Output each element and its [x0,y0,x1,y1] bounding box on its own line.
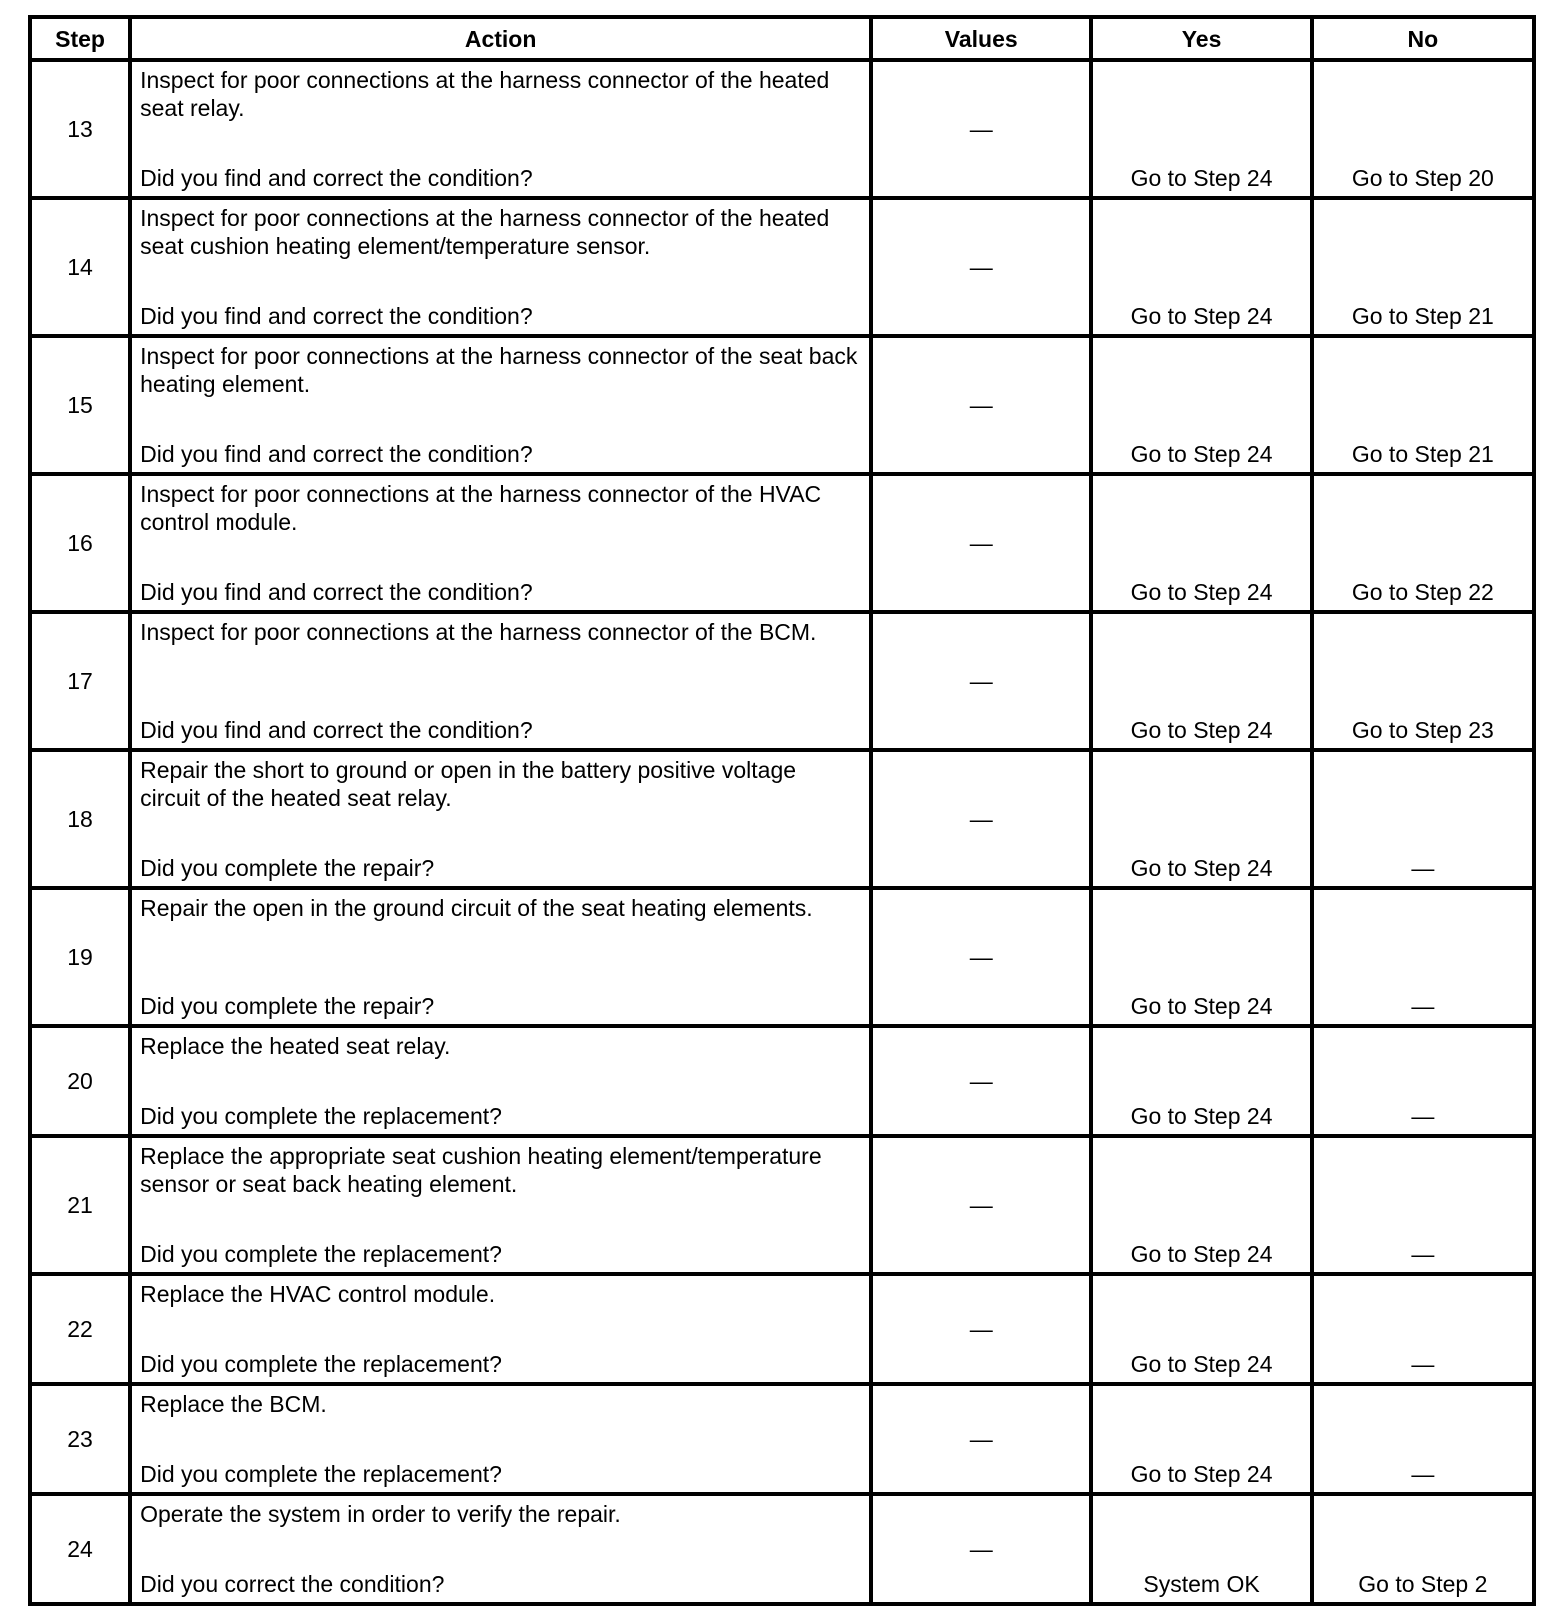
no-cell: Go to Step 20 [1312,60,1534,198]
no-cell: Go to Step 21 [1312,336,1534,474]
no-cell: Go to Step 21 [1312,198,1534,336]
step-number: 21 [30,1136,130,1274]
table-row [30,336,1534,474]
values-cell: — [871,1274,1091,1384]
yes-cell: Go to Step 24 [1091,198,1311,336]
values-cell: — [871,750,1091,888]
yes-cell: Go to Step 24 [1091,1026,1311,1136]
table-row [30,1494,1534,1604]
no-cell: Go to Step 2 [1312,1494,1534,1604]
action-text: Replace the heated seat relay. [140,1033,451,1059]
table-row [30,198,1534,336]
values-cell: — [871,612,1091,750]
step-number: 20 [30,1026,130,1136]
table-row [30,1136,1534,1274]
action-cell [130,750,871,888]
step-number: 24 [30,1494,130,1604]
action-cell [130,1274,871,1384]
action-cell [130,1026,871,1136]
action-question: Did you complete the repair? [140,855,435,881]
action-question: Did you complete the repair? [140,993,435,1019]
no-cell: — [1312,1274,1534,1384]
step-number: 23 [30,1384,130,1494]
step-number: 15 [30,336,130,474]
action-cell [130,888,871,1026]
action-question: Did you find and correct the condition? [140,717,533,743]
action-cell [130,1384,871,1494]
action-text: Replace the appropriate seat cushion heating element/temperature sensor or seat back heating element. [140,1143,822,1197]
values-cell: — [871,888,1091,1026]
step-number: 13 [30,60,130,198]
header-yes: Yes [1091,17,1311,60]
diagnostic-table [28,15,1536,1606]
table-row [30,750,1534,888]
values-cell: — [871,1026,1091,1136]
action-question: Did you complete the replacement? [140,1461,502,1487]
values-cell: — [871,1384,1091,1494]
header-row [30,17,1534,60]
action-question: Did you complete the replacement? [140,1103,502,1129]
step-number: 14 [30,198,130,336]
action-question: Did you find and correct the condition? [140,303,533,329]
table-row [30,1026,1534,1136]
action-cell [130,198,871,336]
action-cell [130,336,871,474]
action-text: Inspect for poor connections at the harness connector of the heated seat cushion heating element/temperature sensor. [140,205,830,259]
no-cell: — [1312,1136,1534,1274]
no-cell: Go to Step 23 [1312,612,1534,750]
action-text: Replace the BCM. [140,1391,327,1417]
no-cell: — [1312,1026,1534,1136]
no-cell: — [1312,750,1534,888]
yes-cell: Go to Step 24 [1091,336,1311,474]
action-cell [130,60,871,198]
values-cell: — [871,198,1091,336]
values-cell: — [871,336,1091,474]
yes-cell: Go to Step 24 [1091,474,1311,612]
table-row [30,60,1534,198]
header-values: Values [871,17,1091,60]
yes-cell: Go to Step 24 [1091,1136,1311,1274]
action-question: Did you find and correct the condition? [140,441,533,467]
yes-cell: Go to Step 24 [1091,1274,1311,1384]
no-cell: — [1312,1384,1534,1494]
action-text: Inspect for poor connections at the harness connector of the HVAC control module. [140,481,822,535]
no-cell: Go to Step 22 [1312,474,1534,612]
action-text: Operate the system in order to verify the repair. [140,1501,621,1527]
action-text: Repair the short to ground or open in the battery positive voltage circuit of the heated seat relay. [140,757,797,811]
header-no: No [1312,17,1534,60]
values-cell: — [871,60,1091,198]
table-row [30,474,1534,612]
action-text: Inspect for poor connections at the harness connector of the heated seat relay. [140,67,830,121]
action-question: Did you correct the condition? [140,1571,445,1597]
step-number: 19 [30,888,130,1026]
action-cell [130,1136,871,1274]
action-question: Did you find and correct the condition? [140,165,533,191]
yes-cell: Go to Step 24 [1091,60,1311,198]
step-number: 22 [30,1274,130,1384]
action-text: Inspect for poor connections at the harness connector of the seat back heating element. [140,343,858,397]
table-row [30,888,1534,1026]
action-cell [130,1494,871,1604]
action-text: Repair the open in the ground circuit of the seat heating elements. [140,895,813,921]
table-row [30,612,1534,750]
header-action: Action [130,17,871,60]
yes-cell: Go to Step 24 [1091,1384,1311,1494]
action-question: Did you complete the replacement? [140,1351,502,1377]
table-row [30,1274,1534,1384]
step-number: 17 [30,612,130,750]
step-number: 18 [30,750,130,888]
no-cell: — [1312,888,1534,1026]
step-number: 16 [30,474,130,612]
values-cell: — [871,1494,1091,1604]
action-question: Did you find and correct the condition? [140,579,533,605]
yes-cell: Go to Step 24 [1091,612,1311,750]
action-question: Did you complete the replacement? [140,1241,502,1267]
action-text: Replace the HVAC control module. [140,1281,496,1307]
action-text: Inspect for poor connections at the harness connector of the BCM. [140,619,817,645]
yes-cell: Go to Step 24 [1091,888,1311,1026]
yes-cell: System OK [1091,1494,1311,1604]
action-cell [130,474,871,612]
values-cell: — [871,474,1091,612]
yes-cell: Go to Step 24 [1091,750,1311,888]
header-step: Step [30,17,130,60]
values-cell: — [871,1136,1091,1274]
action-cell [130,612,871,750]
table-row [30,1384,1534,1494]
